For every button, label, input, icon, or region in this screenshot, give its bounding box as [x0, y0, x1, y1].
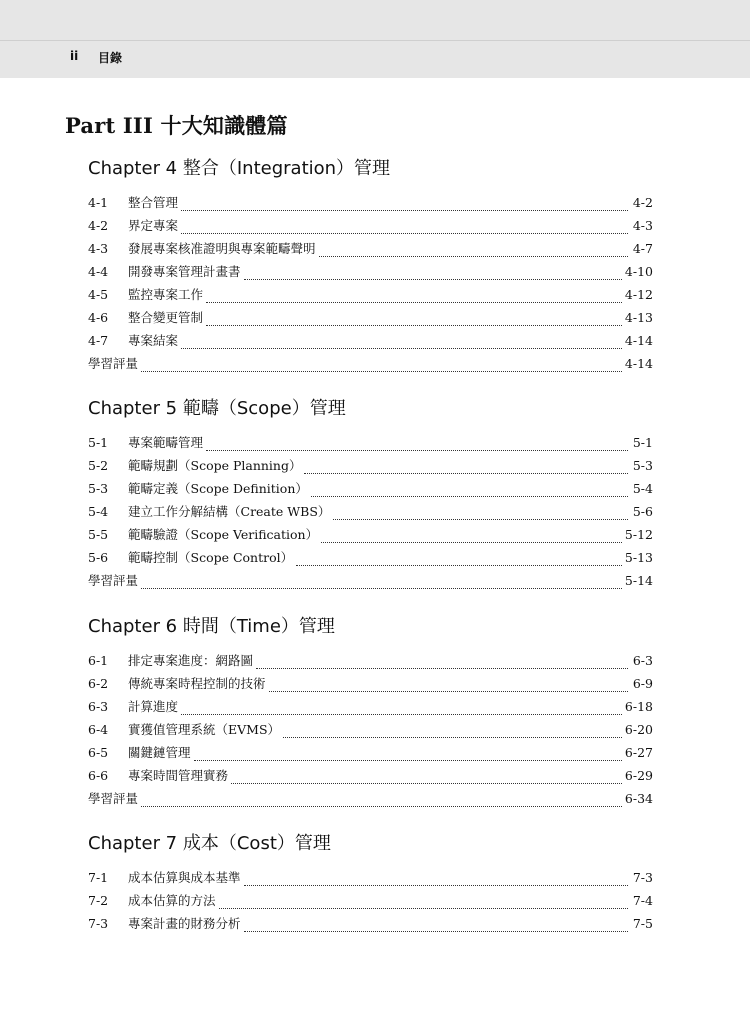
toc-leader-dots [141, 805, 622, 807]
toc-page-number: 4-13 [624, 310, 653, 325]
toc-entry[interactable] [88, 525, 653, 548]
toc-section-number: 5-3 [88, 481, 109, 496]
toc-section-title: 排定專案進度：網路圖 [128, 653, 254, 668]
toc-page-number: 7-4 [632, 893, 653, 908]
toc-entry[interactable] [88, 285, 653, 308]
toc-page-number: 5-13 [624, 550, 653, 565]
toc-leader-dots [181, 713, 622, 715]
toc-entry[interactable] [88, 743, 653, 766]
toc-section-title: 監控專案工作 [128, 287, 204, 302]
toc-section-title: 整合管理 [128, 195, 179, 210]
toc-leader-dots [181, 209, 628, 211]
toc-leader-dots [181, 232, 628, 234]
toc-page-number: 5-6 [632, 504, 653, 519]
toc-entry[interactable] [88, 239, 653, 262]
toc-section-number: 6-4 [88, 722, 109, 737]
toc-page-number: 4-3 [632, 218, 653, 233]
toc-leader-dots [206, 449, 628, 451]
toc-entry[interactable] [88, 651, 653, 674]
toc-entry[interactable] [88, 433, 653, 456]
toc-section-title: 開發專案管理計畫書 [128, 264, 241, 279]
toc-leader-dots [181, 347, 622, 349]
toc-section-title: 實獲值管理系統（EVMS） [128, 722, 281, 737]
toc-entry[interactable] [88, 868, 653, 891]
toc-section-number: 5-4 [88, 504, 109, 519]
toc-section-title: 專案時間管理實務 [128, 768, 229, 783]
toc-section-number: 4-2 [88, 218, 109, 233]
part-title: Part III 十大知識體篇 [65, 113, 288, 138]
toc-section-title: 計算進度 [128, 699, 179, 714]
chapter-section [88, 613, 658, 812]
header-page-number: ii [70, 49, 79, 63]
toc-page-number: 6-34 [624, 791, 653, 806]
toc-entry[interactable] [88, 548, 653, 571]
toc-entry[interactable] [88, 766, 653, 789]
toc-leader-dots [256, 667, 628, 669]
toc-leader-dots [244, 278, 622, 280]
toc-section-title: 成本估算與成本基準 [128, 870, 241, 885]
chapter-section [88, 830, 658, 937]
toc-leader-dots [321, 541, 622, 543]
toc-section-title: 範疇驗證（Scope Verification） [128, 527, 319, 542]
toc-entry[interactable] [88, 262, 653, 285]
toc-section-title: 專案範疇管理 [128, 435, 204, 450]
toc-section-number: 4-4 [88, 264, 109, 279]
toc-section-number: 5-6 [88, 550, 109, 565]
toc-page-number: 6-18 [624, 699, 653, 714]
toc-entry[interactable] [88, 502, 653, 525]
toc-entry[interactable] [88, 193, 653, 216]
toc-entry[interactable] [88, 914, 653, 937]
toc-section-title: 專案計畫的財務分析 [128, 916, 241, 931]
toc-page-number: 6-9 [632, 676, 653, 691]
toc-section-title: 成本估算的方法 [128, 893, 216, 908]
toc-section-number: 6-5 [88, 745, 109, 760]
toc-section-number: 4-5 [88, 287, 109, 302]
toc-leader-dots [296, 564, 622, 566]
toc-section-title: 學習評量 [88, 791, 139, 806]
chapter-title: Chapter 6 時間（Time）管理 [88, 616, 335, 637]
toc-page-number: 4-10 [624, 264, 653, 279]
toc-leader-dots [319, 255, 628, 257]
toc-section-title: 範疇定義（Scope Definition） [128, 481, 308, 496]
toc-entry[interactable] [88, 789, 653, 812]
toc-page-number: 4-12 [624, 287, 653, 302]
toc-leader-dots [206, 324, 622, 326]
toc-section-number: 6-6 [88, 768, 109, 783]
toc-entry[interactable] [88, 216, 653, 239]
chapter-section [88, 155, 658, 377]
toc-page-number: 6-3 [632, 653, 653, 668]
toc-entry[interactable] [88, 308, 653, 331]
toc-leader-dots [141, 587, 622, 589]
toc-leader-dots [283, 736, 622, 738]
toc-section-number: 7-1 [88, 870, 109, 885]
toc-section-title: 專案結案 [128, 333, 179, 348]
toc-page-number: 5-3 [632, 458, 653, 473]
toc-section-number: 4-1 [88, 195, 109, 210]
toc-section-number: 4-7 [88, 333, 109, 348]
header-divider [0, 40, 750, 41]
toc-page-number: 4-14 [624, 356, 653, 371]
toc-section-number: 7-3 [88, 916, 109, 931]
toc-leader-dots [244, 930, 628, 932]
toc-leader-dots [194, 759, 622, 761]
toc-section-title: 範疇規劃（Scope Planning） [128, 458, 302, 473]
toc-section-title: 學習評量 [88, 356, 139, 371]
toc-section-title: 傳統專案時程控制的技術 [128, 676, 266, 691]
toc-section-title: 範疇控制（Scope Control） [128, 550, 294, 565]
toc-entry[interactable] [88, 571, 653, 594]
toc-page-number: 4-14 [624, 333, 653, 348]
toc-section-number: 6-1 [88, 653, 109, 668]
chapter-title: Chapter 7 成本（Cost）管理 [88, 833, 331, 854]
toc-entry[interactable] [88, 697, 653, 720]
toc-section-number: 6-3 [88, 699, 109, 714]
toc-entry[interactable] [88, 720, 653, 743]
toc-section-title: 發展專案核准證明與專案範疇聲明 [128, 241, 316, 256]
toc-section-title: 界定專案 [128, 218, 179, 233]
toc-page-number: 4-2 [632, 195, 653, 210]
toc-page-number: 6-20 [624, 722, 653, 737]
toc-page-number: 5-1 [632, 435, 653, 450]
toc-section-number: 7-2 [88, 893, 109, 908]
toc-entry[interactable] [88, 479, 653, 502]
page-header [0, 0, 750, 78]
header-title: 目錄 [98, 51, 123, 65]
toc-section-number: 6-2 [88, 676, 109, 691]
toc-leader-dots [333, 518, 628, 520]
toc-leader-dots [206, 301, 622, 303]
toc-section-number: 4-6 [88, 310, 109, 325]
toc-section-title: 關鍵鏈管理 [128, 745, 191, 760]
toc-page-number: 5-4 [632, 481, 653, 496]
toc-page-number: 7-3 [632, 870, 653, 885]
toc-section-number: 5-2 [88, 458, 109, 473]
toc-entry[interactable] [88, 456, 653, 479]
toc-section-number: 5-1 [88, 435, 109, 450]
chapter-title: Chapter 5 範疇（Scope）管理 [88, 398, 346, 419]
toc-leader-dots [141, 370, 622, 372]
toc-section-number: 5-5 [88, 527, 109, 542]
chapter-title: Chapter 4 整合（Integration）管理 [88, 158, 391, 179]
toc-page-number: 4-7 [632, 241, 653, 256]
chapter-section [88, 395, 658, 594]
toc-entry[interactable] [88, 674, 653, 697]
toc-leader-dots [231, 782, 622, 784]
toc-section-title: 建立工作分解結構（Create WBS） [128, 504, 331, 519]
toc-leader-dots [269, 690, 628, 692]
toc-leader-dots [304, 472, 628, 474]
toc-entry[interactable] [88, 331, 653, 354]
toc-leader-dots [311, 495, 628, 497]
toc-section-title: 整合變更管制 [128, 310, 204, 325]
toc-entry[interactable] [88, 354, 653, 377]
toc-page-number: 5-12 [624, 527, 653, 542]
toc-entry[interactable] [88, 891, 653, 914]
toc-leader-dots [219, 907, 628, 909]
toc-leader-dots [244, 884, 628, 886]
toc-section-number: 4-3 [88, 241, 109, 256]
toc-page-number: 7-5 [632, 916, 653, 931]
toc-page-number: 5-14 [624, 573, 653, 588]
toc-page-number: 6-29 [624, 768, 653, 783]
toc-page-number: 6-27 [624, 745, 653, 760]
toc-section-title: 學習評量 [88, 573, 139, 588]
